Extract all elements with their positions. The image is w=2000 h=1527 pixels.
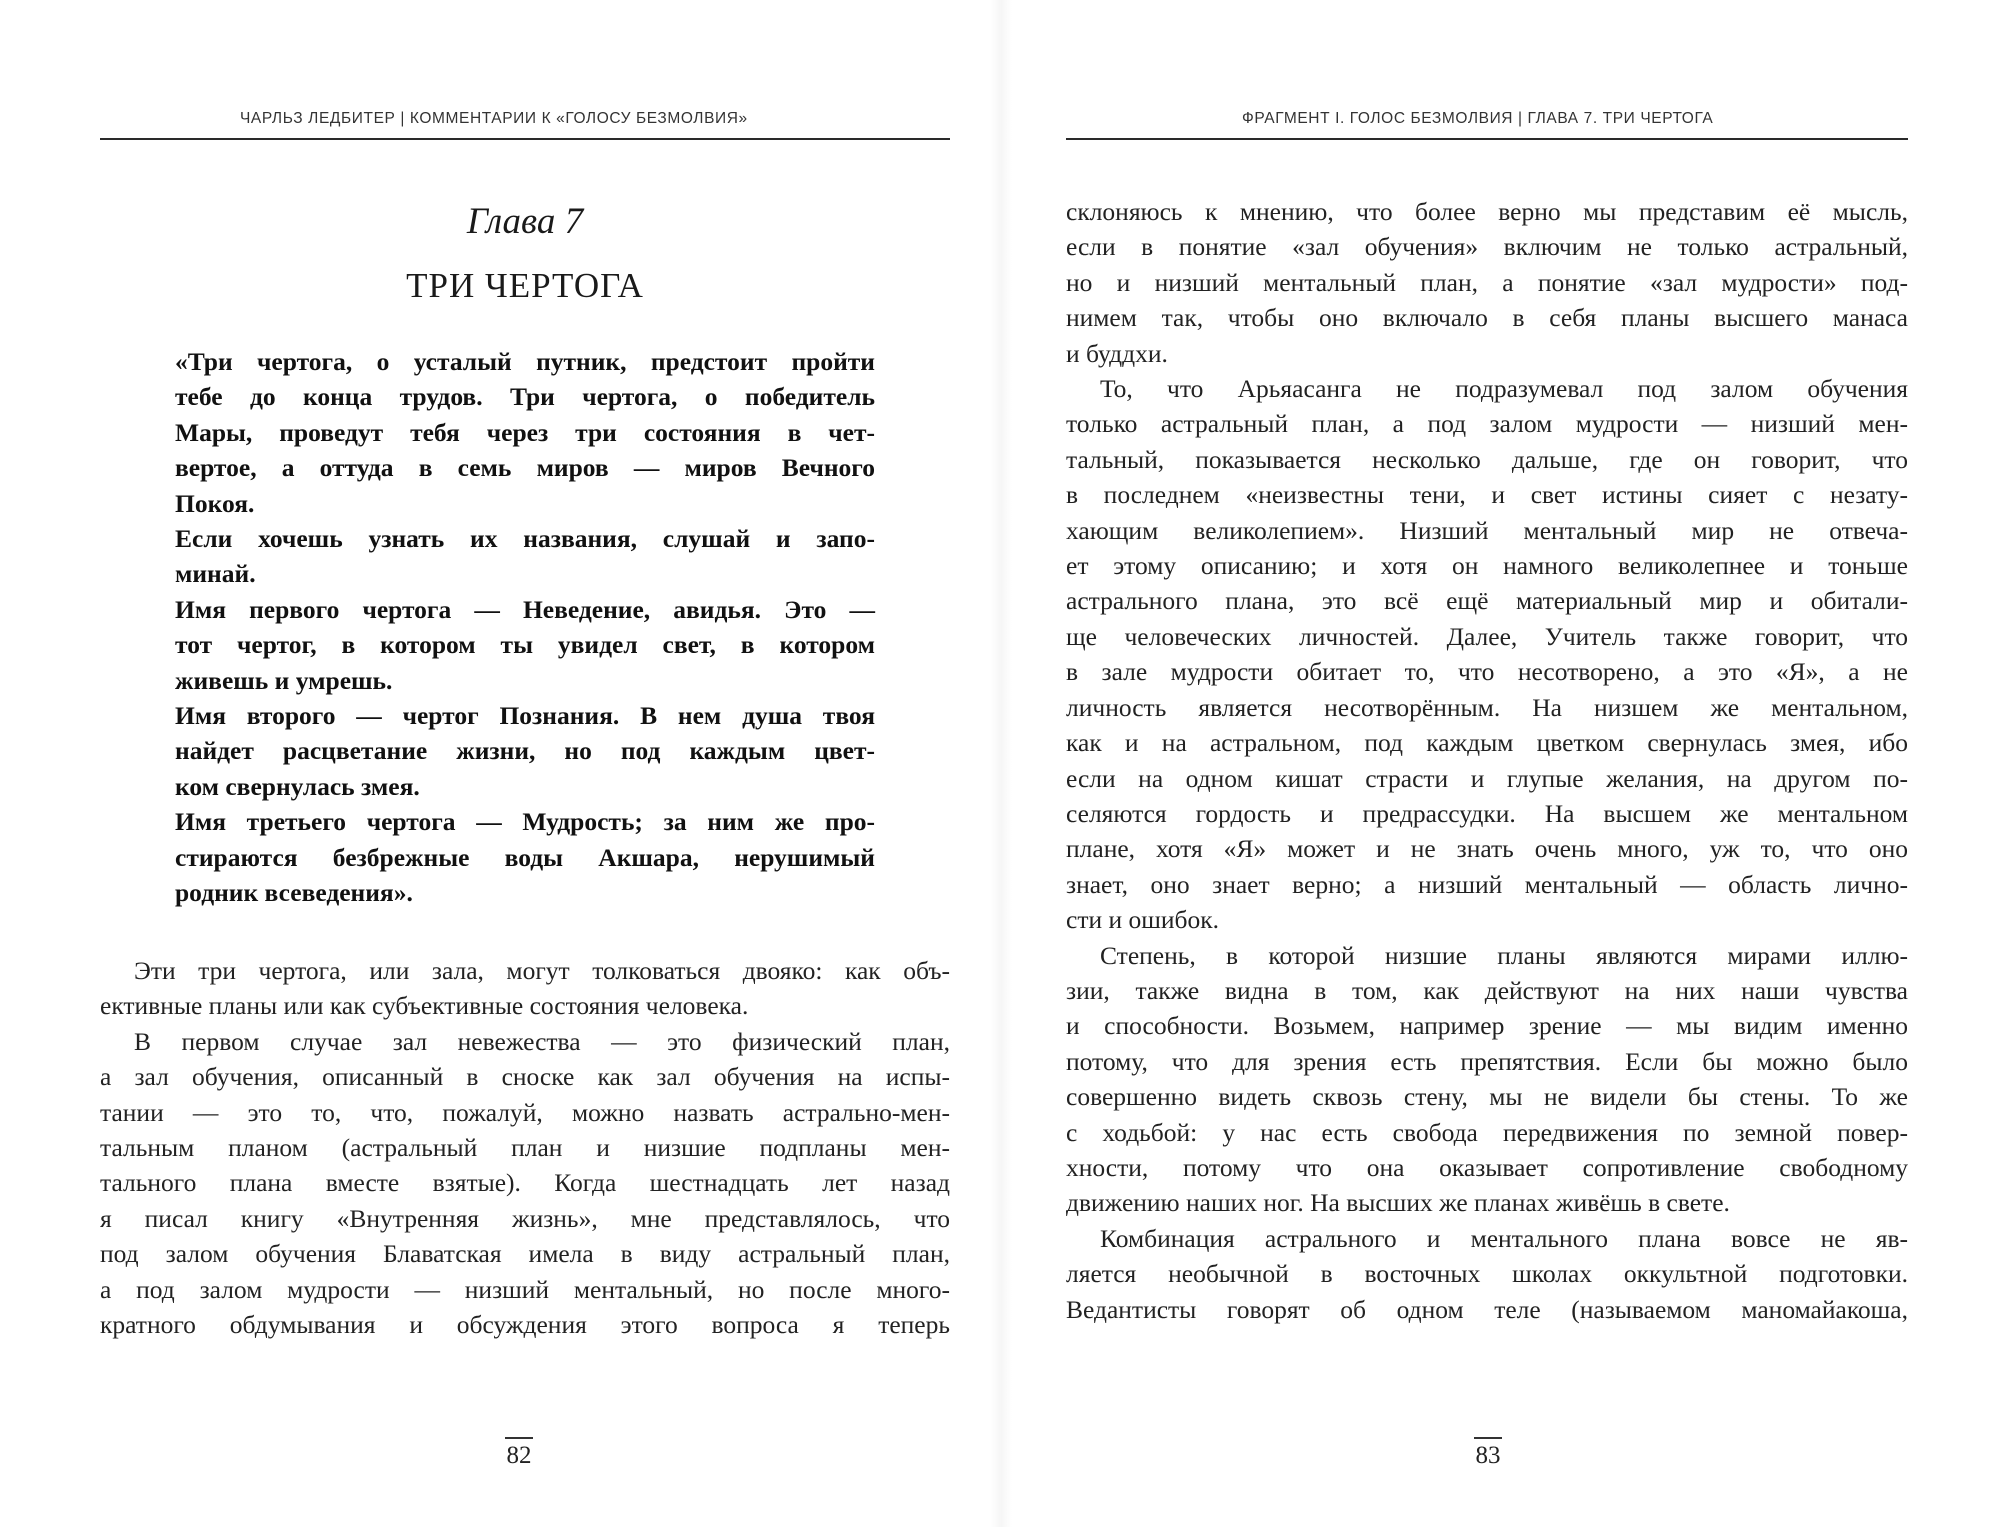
text-line: личность является несотворённым. На низшем же ментальном,: [1066, 692, 1908, 722]
text-line: ет этому описанию; и хотя он намного великолепнее и тоньше: [1066, 551, 1908, 581]
text-line: и способности. Возьмем, например зрение — мы видим именно: [1066, 1011, 1908, 1041]
text-line: тального плана вместе взятые). Когда шестнадцать лет назад: [100, 1168, 950, 1198]
text-line: тальным планом (астральный план и низшие подпланы мен-: [100, 1133, 950, 1163]
chapter-title: ТРИ ЧЕРТОГА: [406, 266, 644, 305]
text-line: сти и ошибок.: [1066, 905, 1220, 935]
text-line: в зале мудрости обитает то, что несотворено, а это «Я», а не: [1066, 657, 1908, 687]
left-running-head: ЧАРЛЬЗ ЛЕДБИТЕР | КОММЕНТАРИИ К «ГОЛОСУ БЕЗМОЛВИЯ»: [240, 110, 748, 127]
text-line: совершенно видеть сквозь стену, мы не видели бы стены. То же: [1066, 1082, 1908, 1112]
text-line: но и низший ментальный план, а понятие «зал мудрости» под-: [1066, 267, 1908, 297]
text-line: с ходьбой: у нас есть свобода передвижения по земной повер-: [1066, 1117, 1908, 1147]
text-line: тании — это то, что, пожалуй, можно назвать астрально-мен-: [100, 1097, 950, 1127]
right-running-head: ФРАГМЕНТ I. ГОЛОС БЕЗМОЛВИЯ | ГЛАВА 7. ТРИ ЧЕРТОГА: [1242, 110, 1714, 127]
quote-line: Покоя.: [175, 488, 255, 518]
text-line: ще человеческих личностей. Далее, Учитель также говорит, что: [1066, 621, 1908, 651]
text-line: Эти три чертога, или зала, могут толковаться двояко: как объ-: [134, 956, 950, 985]
text-line: если в понятие «зал обучения» включим не только астральный,: [1066, 232, 1908, 262]
quote-line: стираются безбрежные воды Акшара, нерушимый: [175, 842, 875, 872]
text-line: Степень, в которой низшие планы являются мирами иллю-: [1100, 940, 1908, 970]
text-line: под залом обучения Блаватская имела в виду астральный план,: [100, 1239, 950, 1269]
text-line: а зал обучения, описанный в сноске как зал обучения на испы-: [100, 1062, 950, 1092]
text-line: движению наших ног. На высших же планах живёшь в свете.: [1066, 1188, 1730, 1218]
quote-line: родник всеведения».: [175, 878, 413, 908]
quote-line: тот чертог, в котором ты увидел свет, в котором: [175, 630, 875, 660]
right-page: [1000, 0, 2000, 1527]
text-line: плане, хотя «Я» может и не знать очень много, уж то, что оно: [1066, 834, 1908, 864]
text-line: В первом случае зал невежества — это физический план,: [134, 1026, 950, 1056]
text-line: хающим великолепием». Низший ментальный мир не отвеча-: [1066, 515, 1908, 545]
right-folio-rule: [1474, 1437, 1502, 1439]
quote-line: Если хочешь узнать их названия, слушай и запо-: [175, 524, 875, 554]
text-line: в последнем «неизвестны тени, и свет истины сияет с незату-: [1066, 480, 1908, 510]
text-line: я писал книгу «Внутренняя жизнь», мне представлялось, что: [100, 1203, 950, 1233]
quote-line: минай.: [175, 559, 256, 589]
text-line: зии, также видна в том, как действуют на них наши чувства: [1066, 975, 1908, 1005]
text-line: Комбинация астрального и ментального плана вовсе не яв-: [1100, 1223, 1908, 1253]
text-line: если на одном кишат страсти и глупые желания, на другом по-: [1066, 763, 1908, 793]
text-line: тальный, показывается несколько дальше, где он говорит, что: [1066, 444, 1908, 474]
text-line: знает, оно знает верно; а низший ментальный — область лично-: [1066, 869, 1908, 899]
text-line: ективные планы или как субъективные состояния человека.: [100, 991, 749, 1021]
text-line: хности, потому что она оказывает сопротивление свободному: [1066, 1152, 1908, 1182]
quote-line: Мары, проведут тебя через три состояния в чет-: [175, 417, 875, 447]
text-line: как и на астральном, под каждым цветком свернулась змея, ибо: [1066, 728, 1908, 758]
quote-line: ком свернулась змея.: [175, 771, 420, 801]
text-line: нимем так, чтобы оно включало в себя планы высшего манаса: [1066, 303, 1908, 333]
text-line: ляется необычной в восточных школах оккультной подготовки.: [1066, 1259, 1908, 1289]
right-header-rule: [1066, 138, 1908, 140]
text-line: То, что Арьяасанга не подразумевал под залом обучения: [1100, 374, 1908, 404]
right-body-text: [1066, 194, 1908, 1327]
quote-line: тебе до конца трудов. Три чертога, о победитель: [175, 382, 875, 412]
text-line: потому, что для зрения есть препятствия. Если бы можно было: [1066, 1046, 1908, 1076]
text-line: кратного обдумывания и обсуждения этого вопроса я теперь: [100, 1310, 950, 1340]
left-body-text: [100, 953, 950, 1342]
text-line: селяются гордость и предрассудки. На высшем же ментальном: [1066, 798, 1908, 828]
right-page-number: 83: [1475, 1442, 1501, 1469]
text-line: склоняюсь к мнению, что более верно мы представим её мысль,: [1066, 197, 1908, 226]
left-header-rule: [100, 138, 950, 140]
text-line: и буддхи.: [1066, 338, 1168, 368]
quote-line: вертое, а оттуда в семь миров — миров Вечного: [175, 453, 875, 483]
quote-line: Имя второго — чертог Познания. В нем душа твоя: [175, 701, 875, 731]
quote-line: Имя третьего чертога — Мудрость; за ним же про-: [175, 807, 875, 837]
left-folio-rule: [505, 1437, 533, 1439]
text-line: только астральный план, а под залом мудрости — низший мен-: [1066, 409, 1908, 439]
quote-line: Имя первого чертога — Неведение, авидья. Это —: [175, 594, 875, 624]
text-line: астрального плана, это всё ещё материальный мир и обитали-: [1066, 586, 1908, 616]
epigraph-quote: [175, 344, 875, 911]
quote-line: найдет расцветание жизни, но под каждым цвет-: [175, 736, 875, 766]
quote-line: живешь и умрешь.: [175, 665, 393, 695]
text-line: а под залом мудрости — низший ментальный, но после много-: [100, 1274, 950, 1304]
left-page-number: 82: [506, 1442, 532, 1469]
quote-line: «Три чертога, о усталый путник, предстоит пройти: [175, 347, 875, 376]
text-line: Ведантисты говорят об одном теле (называемом маномайакоша,: [1066, 1294, 1908, 1324]
chapter-number: Глава 7: [466, 201, 584, 242]
